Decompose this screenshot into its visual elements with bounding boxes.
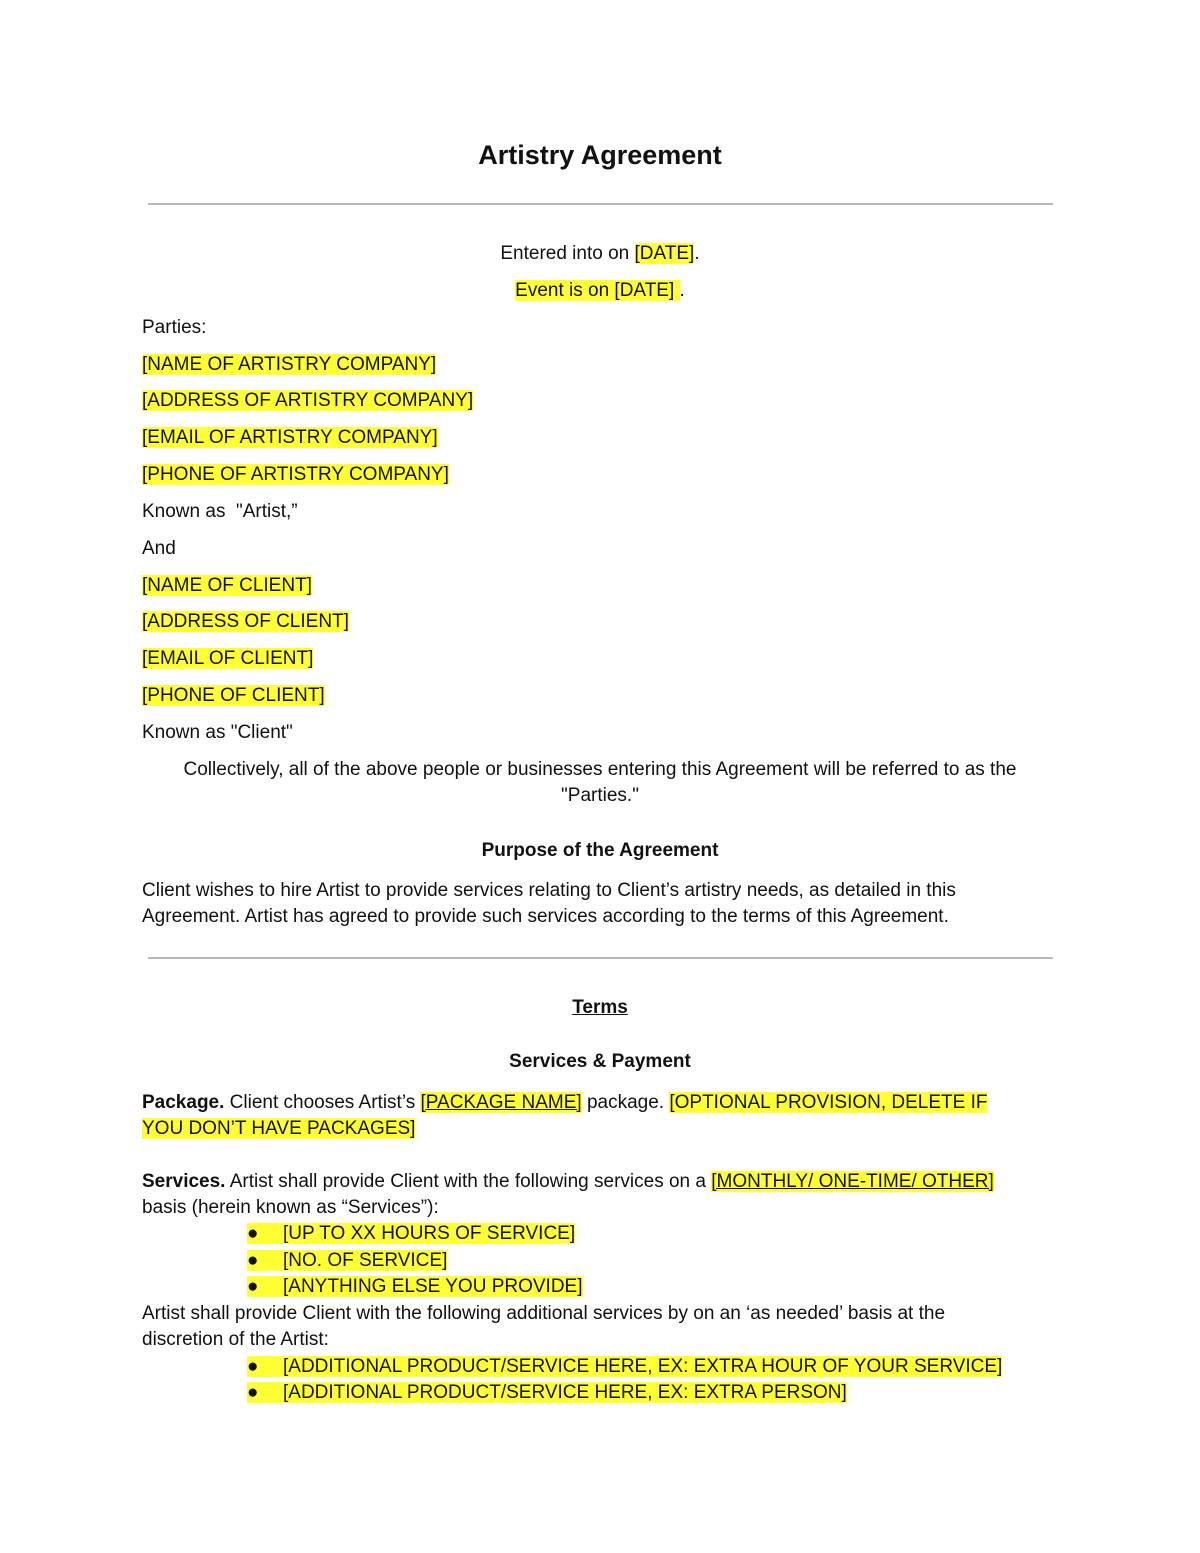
client-name-placeholder: [NAME OF CLIENT] — [142, 575, 312, 596]
event-date-placeholder: Event is on [DATE] — [515, 280, 680, 301]
additional-service-item — [247, 1354, 1002, 1380]
additional-item-text: [ADDITIONAL PRODUCT/SERVICE HERE, EX: EXTRA HOUR OF YOUR SERVICE] — [283, 1356, 1003, 1377]
artist-email-placeholder: [EMAIL OF ARTISTRY COMPANY] — [142, 427, 438, 448]
service-item-text: [ANYTHING ELSE YOU PROVIDE] — [283, 1276, 583, 1297]
service-list-item — [247, 1274, 583, 1300]
artist-name-placeholder: [NAME OF ARTISTRY COMPANY] — [142, 354, 437, 375]
client-field — [142, 685, 325, 707]
package-text-1: Client chooses Artist’s — [224, 1092, 421, 1113]
service-item-text: [NO. OF SERVICE] — [283, 1250, 448, 1271]
terms-heading: Terms — [572, 997, 628, 1018]
package-paragraph — [142, 1090, 1032, 1142]
additional-services-paragraph — [142, 1301, 1032, 1353]
entered-prefix: Entered into on — [500, 243, 635, 264]
known-as-client: Known as "Client" — [142, 722, 293, 743]
event-date-line — [0, 280, 1200, 302]
client-field — [142, 575, 312, 597]
and-label: And — [142, 538, 176, 559]
artist-field — [142, 427, 438, 449]
purpose-line-1: Client wishes to hire Artist to provide services relating to Client’s artistry needs, as detailed in this — [142, 880, 956, 901]
entered-suffix: . — [694, 243, 700, 264]
service-list-item — [247, 1248, 447, 1274]
additional-item-text: [ADDITIONAL PRODUCT/SERVICE HERE, EX: EXTRA PERSON] — [283, 1382, 847, 1403]
package-label: Package. — [142, 1092, 225, 1113]
services-payment-heading: Services & Payment — [509, 1051, 691, 1072]
purpose-paragraph — [142, 878, 1032, 930]
purpose-heading: Purpose of the Agreement — [481, 840, 719, 861]
services-line-2: basis (herein known as “Services”): — [142, 1197, 439, 1218]
collective-line-2: "Parties." — [561, 785, 639, 806]
services-basis-placeholder: [MONTHLY/ ONE-TIME/ OTHER] — [711, 1171, 994, 1192]
package-text-2: package. — [581, 1092, 670, 1113]
additional-line-1: Artist shall provide Client with the following additional services by on an ‘as needed’ basis at the — [142, 1303, 946, 1324]
services-label: Services. — [142, 1171, 226, 1192]
services-text-1: Artist shall provide Client with the following services on a — [225, 1171, 712, 1192]
additional-line-2: discretion of the Artist: — [142, 1329, 329, 1350]
bullet-dot: ● — [247, 1356, 259, 1377]
artist-field — [142, 464, 449, 486]
optional-provision-line-2: YOU DON’T HAVE PACKAGES] — [142, 1118, 416, 1139]
top-divider — [148, 203, 1053, 205]
bullet-dot: ● — [247, 1276, 259, 1297]
parties-label: Parties: — [142, 317, 207, 338]
client-phone-placeholder: [PHONE OF CLIENT] — [142, 685, 325, 706]
services-line-1 — [142, 1169, 1032, 1195]
artist-field — [142, 390, 473, 412]
entered-date-line — [0, 243, 1200, 265]
artist-field — [142, 354, 436, 376]
bullet-dot: ● — [247, 1382, 259, 1403]
section-divider — [148, 957, 1053, 959]
client-email-placeholder: [EMAIL OF CLIENT] — [142, 648, 314, 669]
package-line-1 — [142, 1090, 1032, 1116]
bullet-dot: ● — [247, 1250, 259, 1271]
optional-provision-line-1: [OPTIONAL PROVISION, DELETE IF — [669, 1092, 988, 1113]
client-address-placeholder: [ADDRESS OF CLIENT] — [142, 611, 349, 632]
additional-service-item — [247, 1380, 847, 1406]
purpose-line-2: Agreement. Artist has agreed to provide such services according to the terms of this Agreement. — [142, 906, 949, 927]
bullet-dot: ● — [247, 1223, 259, 1244]
package-line-2 — [142, 1116, 1032, 1142]
client-field — [142, 611, 349, 633]
services-paragraph — [142, 1169, 1032, 1221]
artist-phone-placeholder: [PHONE OF ARTISTRY COMPANY] — [142, 464, 449, 485]
collective-line-1: Collectively, all of the above people or businesses entering this Agreement will be referred to as the — [183, 759, 1017, 780]
known-as-artist: Known as "Artist,” — [142, 501, 298, 522]
artist-address-placeholder: [ADDRESS OF ARTISTRY COMPANY] — [142, 390, 474, 411]
client-field — [142, 648, 313, 670]
service-list-item — [247, 1221, 575, 1247]
document-title: Artistry Agreement — [478, 140, 722, 170]
event-suffix: . — [679, 280, 685, 301]
entered-date-placeholder: [DATE] — [634, 243, 695, 264]
package-name-placeholder: [PACKAGE NAME] — [420, 1092, 582, 1113]
service-item-text: [UP TO XX HOURS OF SERVICE] — [283, 1223, 576, 1244]
